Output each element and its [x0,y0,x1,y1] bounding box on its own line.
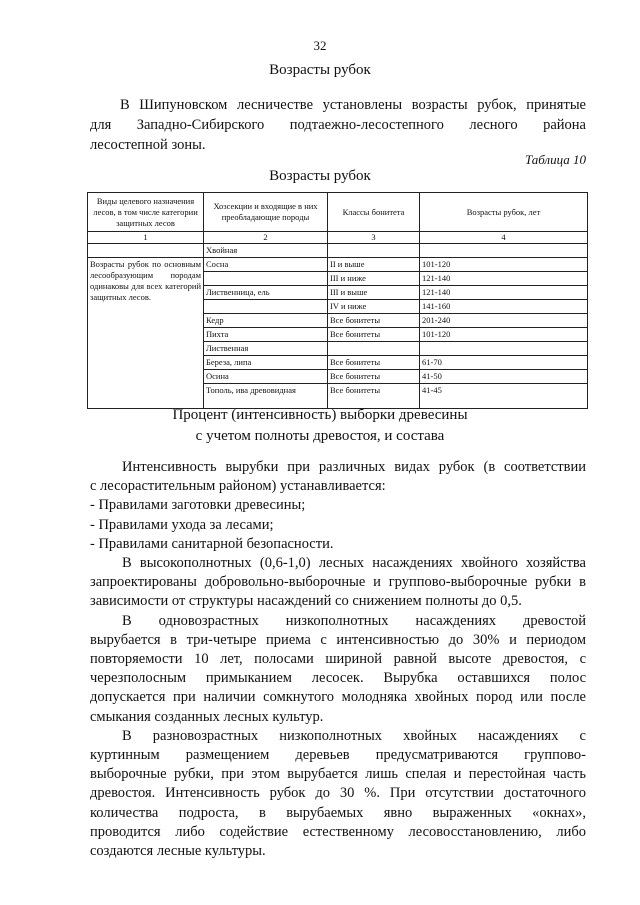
species-cell: Лиственница, ель [204,286,328,300]
empty-cell [328,244,420,258]
column-number-row [88,232,588,244]
text-line: запроектированы добровольно-выборочные и группово-выборочные рубки в [90,574,586,591]
section-cell: Хвойная [204,244,328,258]
age-cell: 121-140 [420,286,588,300]
header-cell: Хозсекции и входящие в них преобладающие породы [204,193,328,232]
intro-line: для Западно-Сибирского подтаежно-лесостепного лесного района [90,117,586,133]
column-number: 4 [420,232,588,244]
column-number: 2 [204,232,328,244]
bonitet-cell: Все бонитеты [328,384,420,409]
section-title: Возрасты рубок [269,62,371,78]
species-cell: Береза, липа [204,356,328,370]
section-cell: Лиственная [204,342,328,356]
table-row [88,258,588,272]
body-text [90,458,586,861]
text-line: В разновозрастных низкополнотных хвойных насаждениях с [122,727,586,744]
header-cell: Классы бонитета [328,193,420,232]
age-cell: 61-70 [420,356,588,370]
text-line: черезполосным примыканием лесосек. Вырубка оставшихся полос [90,670,586,687]
age-cell: 41-50 [420,370,588,384]
text-line: количества подроста, в вырубаемых явно выраженных «окнах», [90,804,586,821]
text-line: проводится либо содействие естественному лесовосстановлению, либо [90,823,586,840]
age-cell: 141-160 [420,300,588,314]
text-line: смыкания созданных лесных культур. [90,708,324,725]
bonitet-cell: III и выше [328,286,420,300]
text-line: допускается при наличии сомкнутого молодняка хвойных пород или после [90,689,586,706]
cutting-age-table [87,192,588,409]
age-cell: 101-120 [420,258,588,272]
age-cell: 41-45 [420,384,588,409]
text-line: вырубается в три-четыре приема с интенсивностью до 30% и периодом [90,631,586,648]
text-line: зависимости от структуры насаждений со снижением полноты до 0,5. [90,593,522,610]
age-cell: 201-240 [420,314,588,328]
bonitet-cell: II и выше [328,258,420,272]
page-number: 32 [313,38,327,53]
subsection-title-line: Процент (интенсивность) выборки древесины [172,407,468,423]
intro-line: лесостепной зоны. [90,137,206,153]
table-header-row [88,193,588,232]
species-cell [204,272,328,286]
intro-paragraph [90,95,586,155]
bonitet-cell: IV и ниже [328,300,420,314]
table-row [88,244,588,258]
text-line: древостоя. Интенсивность рубок до 30 %. При отсутствии достаточного [90,785,586,802]
column-number: 1 [88,232,204,244]
column-number: 3 [328,232,420,244]
bonitet-cell: Все бонитеты [328,314,420,328]
subsection-title [0,405,640,447]
text-line: с лесорастительным районом) устанавливается: [90,478,386,495]
header-cell: Возрасты рубок, лет [420,193,588,232]
text-line: куртинным размещением деревьев предусматриваются группово- [90,747,586,764]
text-line: создаются лесные культуры. [90,843,266,860]
age-cell: 121-140 [420,272,588,286]
list-item: - Правилами заготовки древесины; [90,497,306,514]
species-cell: Пихта [204,328,328,342]
empty-cell [420,342,588,356]
bonitet-cell: Все бонитеты [328,356,420,370]
row-label-cell: Возрасты рубок по основным лесообразующим породам одинаковы для всех категорий защитных лесов. [88,258,204,409]
age-cell: 101-120 [420,328,588,342]
bonitet-cell: Все бонитеты [328,328,420,342]
species-cell: Кедр [204,314,328,328]
subsection-title-line: с учетом полноты древостоя, и состава [195,428,445,444]
text-line: выборочные рубки, при этом вырубается лишь спелая и перестойная часть [90,766,586,783]
intro-line: В Шипуновском лесничестве установлены возрасты рубок, принятые [120,97,586,113]
bonitet-cell: III и ниже [328,272,420,286]
text-line: В высокополнотных (0,6-1,0) лесных насаждениях хвойного хозяйства [122,555,586,572]
table-caption: Таблица 10 [524,152,586,167]
list-item: - Правилами ухода за лесами; [90,516,274,533]
text-line: Интенсивность вырубки при различных видах рубок (в соответствии [122,459,586,475]
species-cell: Тополь, ива древовидная [204,384,328,409]
header-cell: Виды целевого назначения лесов, в том числе категории защитных лесов [88,193,204,232]
list-item: - Правилами санитарной безопасности. [90,535,334,552]
bonitet-cell: Все бонитеты [328,370,420,384]
text-line: В одновозрастных низкополнотных насаждениях древостой [122,612,586,629]
text-line: повторяемости 10 лет, полосами шириной равной высоте древостоя, с [90,651,586,668]
empty-cell [420,244,588,258]
species-cell: Сосна [204,258,328,272]
empty-cell [328,342,420,356]
species-cell [204,300,328,314]
table-title: Возрасты рубок [269,168,371,184]
species-cell: Осина [204,370,328,384]
empty-cell [88,244,204,258]
